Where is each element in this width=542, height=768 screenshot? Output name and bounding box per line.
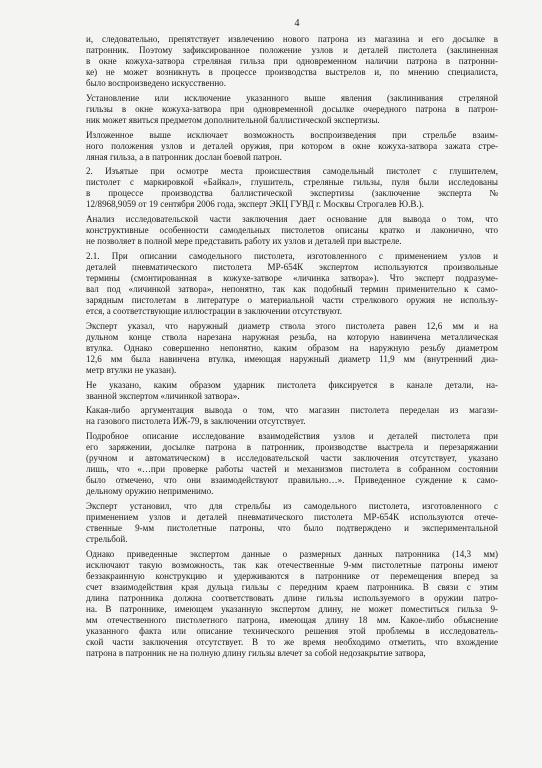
text-line: было воспроизведено искусственно. xyxy=(86,78,226,89)
text-line: в процессе производства баллистической экспертизы (заключение эксперта № xyxy=(86,188,498,199)
text-line: ется, а соответствующие иллюстрации в заключении отсутствуют. xyxy=(86,306,342,317)
text-line: (ручном и автоматическом) в исследовательской части заключения отсутствует, указано xyxy=(86,452,498,463)
text-line: его заряжении, досылке патрона в патронник, производстве выстрела и перезаряжании xyxy=(86,441,498,452)
text-line: патронник. Поэтому зафиксированное положение узлов и деталей пистолета (заклиненная xyxy=(86,45,498,56)
text-line: термины (смонтированная в кожухе-затворе «личинка затвора»). Что эксперт подразуме- xyxy=(86,272,498,283)
text-line: деталей пневматического пистолета МР-654К экспертом используются произвольные xyxy=(86,261,498,272)
text-line: Какая-либо аргументация вывода о том, что магазин пистолета переделан из магази- xyxy=(86,405,498,416)
text-line: дельному оружию неприменимо. xyxy=(86,486,214,497)
text-line: Установление или исключение указанного выше явления (заклинивания стреляной xyxy=(86,92,498,103)
text-line: дульном конце ствола нарезана наружная резьба, на которую навинчена металлическая xyxy=(86,331,498,342)
text-line: ской части заключения отсутствует. В то же время необходимо отметить, что вхождение xyxy=(86,636,498,647)
text-line: беззакраинную конструкцию и удерживаются в патроннике от перемещения вперед за xyxy=(86,570,498,581)
text-line: зарядным пистолетам в литературе о материальной части стрелкового оружия не использу- xyxy=(86,295,498,305)
paragraph xyxy=(86,166,498,210)
text-line: 12,6 мм была навинчена втулка, имеющая наружный диаметр 11,9 мм (внутренний диа- xyxy=(86,353,498,364)
text-line: Однако приведенные экспертом данные о размерных данных патронника (14,3 мм) xyxy=(86,548,498,559)
text-line: ляная гильза, а в патронник дослан боевой патрон. xyxy=(86,151,282,162)
paragraph xyxy=(86,549,498,659)
text-line: вал под «личинкой затвора», непонятно, так как подобный термин применительно к само- xyxy=(86,283,498,294)
text-line: 12/8968,9059 от 19 сентября 2006 года, эксперт ЭКЦ ГУВД г. Москвы Строгалев Ю.В.). xyxy=(86,199,424,210)
paragraph xyxy=(86,380,498,402)
text-line: не позволяет в полной мере представить работу их узлов и деталей при выстреле. xyxy=(86,236,402,247)
text-line: 2.1. При описании самодельного пистолета, изготовленного с применением узлов и xyxy=(86,250,498,261)
text-line: было отмечено, что они взаимодействуют правильно…». Приведенное суждение к само- xyxy=(86,475,498,486)
text-line: Изложенное выше исключает возможность воспроизведения при стрельбе взаим- xyxy=(86,129,498,140)
text-line: патрона в патронник не на полную длину гильзы влечет за собой недозакрытие затвора, xyxy=(86,647,426,658)
text-line: Эксперт установил, что для стрельбы из самодельного пистолета, изготовленного с xyxy=(86,500,498,511)
text-line: лишь, что «…при проверке работы частей и механизмов пистолета в собранном состоянии xyxy=(86,464,498,475)
text-line: стрельбой. xyxy=(86,533,128,544)
text-line: метр втулки не указан). xyxy=(86,364,177,375)
text-line: на газового пистолета ИЖ-79, в заключении отсутствует. xyxy=(86,416,306,427)
text-line: ственные 9-мм пистолетные патроны, что было подтверждено и экспериментальной xyxy=(86,522,498,533)
text-line: Анализ исследовательской части заключения дает основание для вывода о том, что xyxy=(86,214,498,225)
text-line: званной экспертом «личинкой затвора». xyxy=(86,390,240,401)
text-line: указанного факта или описание технического решения этой проблемы в исследователь- xyxy=(86,625,498,636)
text-line: счет взаимодействия края дульца гильзы с передним краем патронника. В связи с этим xyxy=(86,581,498,592)
text-line: и, следовательно, препятствует извлечению нового патрона из магазина и его досылке в xyxy=(86,34,498,44)
text-line: ник может явиться предметом дополнительной баллистической экспертизы. xyxy=(86,114,380,125)
text-line: втулка. Однако совершенно непонятно, каким образом на наружную резьбу диаметром xyxy=(86,342,498,353)
paragraph xyxy=(86,130,498,163)
text-line: применением узлов и деталей пневматического пистолета МР-654К используются отече- xyxy=(86,511,498,522)
paragraph xyxy=(86,93,498,126)
paragraph xyxy=(86,431,498,497)
page-number: 4 xyxy=(294,18,300,29)
text-line: конструктивные особенности самодельных пистолетов описаны кратко и лаконично, что xyxy=(86,225,498,236)
text-line: Эксперт указал, что наружный диаметр ствола этого пистолета равен 12,6 мм и на xyxy=(86,320,498,331)
text-line: гильзы в окне кожуха-затвора при одновременной досылке очередного патрона в патрон- xyxy=(86,103,498,114)
text-line: в окне кожуха-затвора стреляная гильза при одновременном наличии патрона в патронни- xyxy=(86,56,498,67)
text-line: на. В патроннике, имеющем указанную экспертом длину, не может поместиться гильза 9- xyxy=(86,603,498,614)
text-line: ного положения узлов и деталей оружия, при котором в окне кожуха-затвора зажата стре- xyxy=(86,140,498,151)
paragraph xyxy=(86,405,498,427)
document-body xyxy=(86,34,498,659)
text-line: Подробное описание исследование взаимодействия узлов и деталей пистолета при xyxy=(86,430,498,441)
text-line: пистолет с маркировкой «Байкал», глушитель, стреляные гильзы, пуля были исследованы xyxy=(86,177,498,188)
paragraph xyxy=(86,251,498,317)
paragraph xyxy=(86,214,498,247)
text-line: мм отечественного пистолетного патрона, имеющая длину 18 мм. Какое-либо объяснение xyxy=(86,614,498,625)
paragraph xyxy=(86,501,498,545)
text-line: 2. Изъятые при осмотре места происшествия самодельный пистолет с глушителем, xyxy=(86,166,498,177)
text-line: длина патронника должна соответствовать длине гильзы используемого в оружии патро- xyxy=(86,592,498,603)
text-line: ке) не может возникнуть в процессе производства выстрелов и, по мнению специалиста, xyxy=(86,67,498,78)
text-line: исключают такую возможность, так как отечественные 9-мм пистолетные патроны имеют xyxy=(86,559,498,570)
paragraph xyxy=(86,34,498,89)
paragraph xyxy=(86,321,498,376)
text-line: Не указано, каким образом ударник пистолета фиксируется в канале детали, на- xyxy=(86,379,498,390)
